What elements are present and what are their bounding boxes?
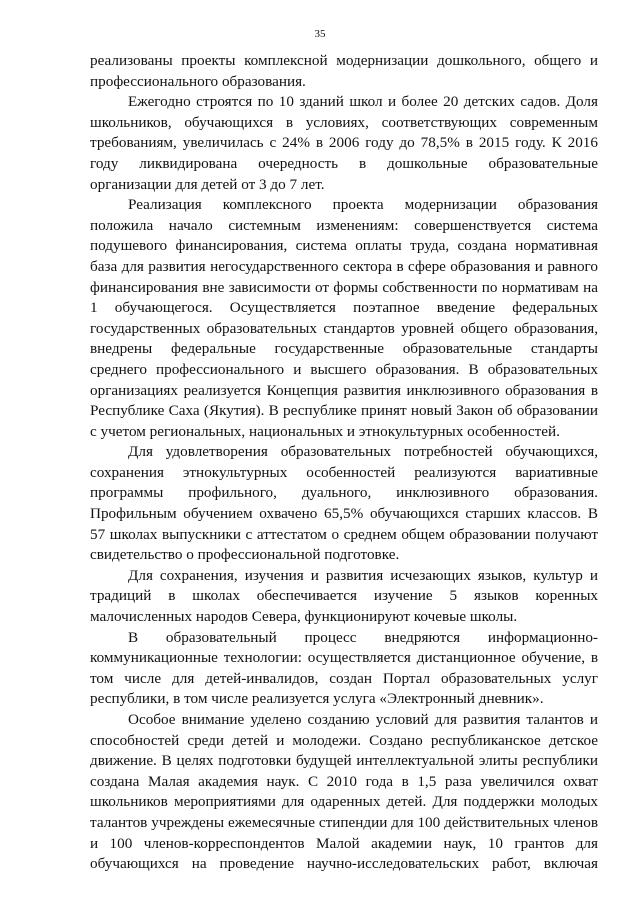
- text-line: школьников, обучающихся в условиях, соответствующих современным: [90, 113, 598, 131]
- text-line: республики, в том числе реализуется услуга «Электронный дневник».: [90, 690, 544, 708]
- text-line: Реализация комплексного проекта модернизации образования: [128, 196, 598, 214]
- text-line: внедрены федеральные государственные образовательные стандарты: [90, 340, 598, 358]
- text-line: способностей среди детей и молодежи. Создано республиканское детское: [90, 731, 598, 749]
- text-line: положила начало системным изменениям: совершенствуется система: [90, 216, 598, 234]
- text-line: талантов учреждены ежемесячные стипендии для 100 действительных членов: [90, 813, 598, 831]
- text-line: программы профильного, дуального, инклюзивного образования.: [90, 484, 598, 502]
- text-line: сохранения этнокультурных особенностей реализуются вариативные: [90, 463, 598, 481]
- text-line: организации для детей от 3 до 7 лет.: [90, 175, 325, 193]
- text-line: Ежегодно строятся по 10 зданий школ и более 20 детских садов. Доля: [128, 93, 598, 111]
- text-line: В образовательный процесс внедряются информационно-: [128, 628, 598, 646]
- text-line: профессионального образования.: [90, 72, 306, 90]
- text-line: создана Малая академия наук. С 2010 года в 1,5 раза увеличился охват: [90, 772, 598, 790]
- text-line: требованиям, увеличилась с 24% в 2006 году до 78,5% в 2015 году. К 2016: [90, 134, 598, 152]
- page-number: 35: [314, 28, 326, 40]
- text-line: среднего профессионального и высшего образования. В образовательных: [90, 360, 598, 378]
- text-line: база для развития негосударственного сектора в сфере образования и равного: [90, 257, 598, 275]
- body-text: [90, 51, 598, 875]
- text-line: свидетельство о профессиональной подготовке.: [90, 546, 400, 564]
- text-line: традиций в школах обеспечивается изучение 5 языков коренных: [90, 587, 598, 605]
- text-line: Профильным обучением охвачено 65,5% обучающихся старших классов. В: [90, 505, 598, 523]
- text-line: малочисленных народов Севера, функционируют кочевые школы.: [90, 608, 518, 626]
- text-line: Республике Саха (Якутия). В республике принят новый Закон об образовании: [90, 402, 598, 420]
- text-line: обучающихся на проведение научно-исследовательских работ, включая: [90, 855, 598, 873]
- text-line: и 100 членов-корреспондентов Малой академии наук, 10 грантов для: [90, 834, 598, 852]
- text-line: Особое внимание уделено созданию условий для развития талантов и: [128, 711, 598, 728]
- text-line: Для удовлетворения образовательных потребностей обучающихся,: [128, 443, 598, 461]
- text-line: финансирования вне зависимости от формы собственности по нормативам на: [90, 278, 598, 296]
- text-line: школьников мероприятиями для одаренных детей. Для поддержки молодых: [90, 793, 598, 811]
- text-line: коммуникационные технологии: осуществляется дистанционное обучение, в: [90, 649, 598, 667]
- text-line: Для сохранения, изучения и развития исчезающих языков, культур и: [128, 566, 598, 584]
- text-line: 57 школах выпускники с аттестатом о среднем общем образовании получают: [90, 525, 598, 543]
- text-line: том числе для детей-инвалидов, создан Портал образовательных услуг: [90, 669, 598, 687]
- text-line: реализованы проекты комплексной модернизации дошкольного, общего и: [90, 52, 598, 69]
- text-line: году ликвидирована очередность в дошкольные образовательные: [90, 154, 598, 172]
- text-line: подушевого финансирования, система оплаты труда, создана нормативная: [90, 237, 598, 255]
- text-line: организациях реализуется Концепция развития инклюзивного образования в: [90, 381, 598, 399]
- text-line: с учетом региональных, национальных и этнокультурных особенностей.: [90, 422, 560, 440]
- text-line: государственных образовательных стандартов уровней общего образования,: [90, 319, 598, 337]
- text-line: движение. В целях подготовки будущей интеллектуальной элиты республики: [90, 752, 598, 770]
- text-line: 1 обучающегося. Осуществляется поэтапное введение федеральных: [90, 299, 598, 317]
